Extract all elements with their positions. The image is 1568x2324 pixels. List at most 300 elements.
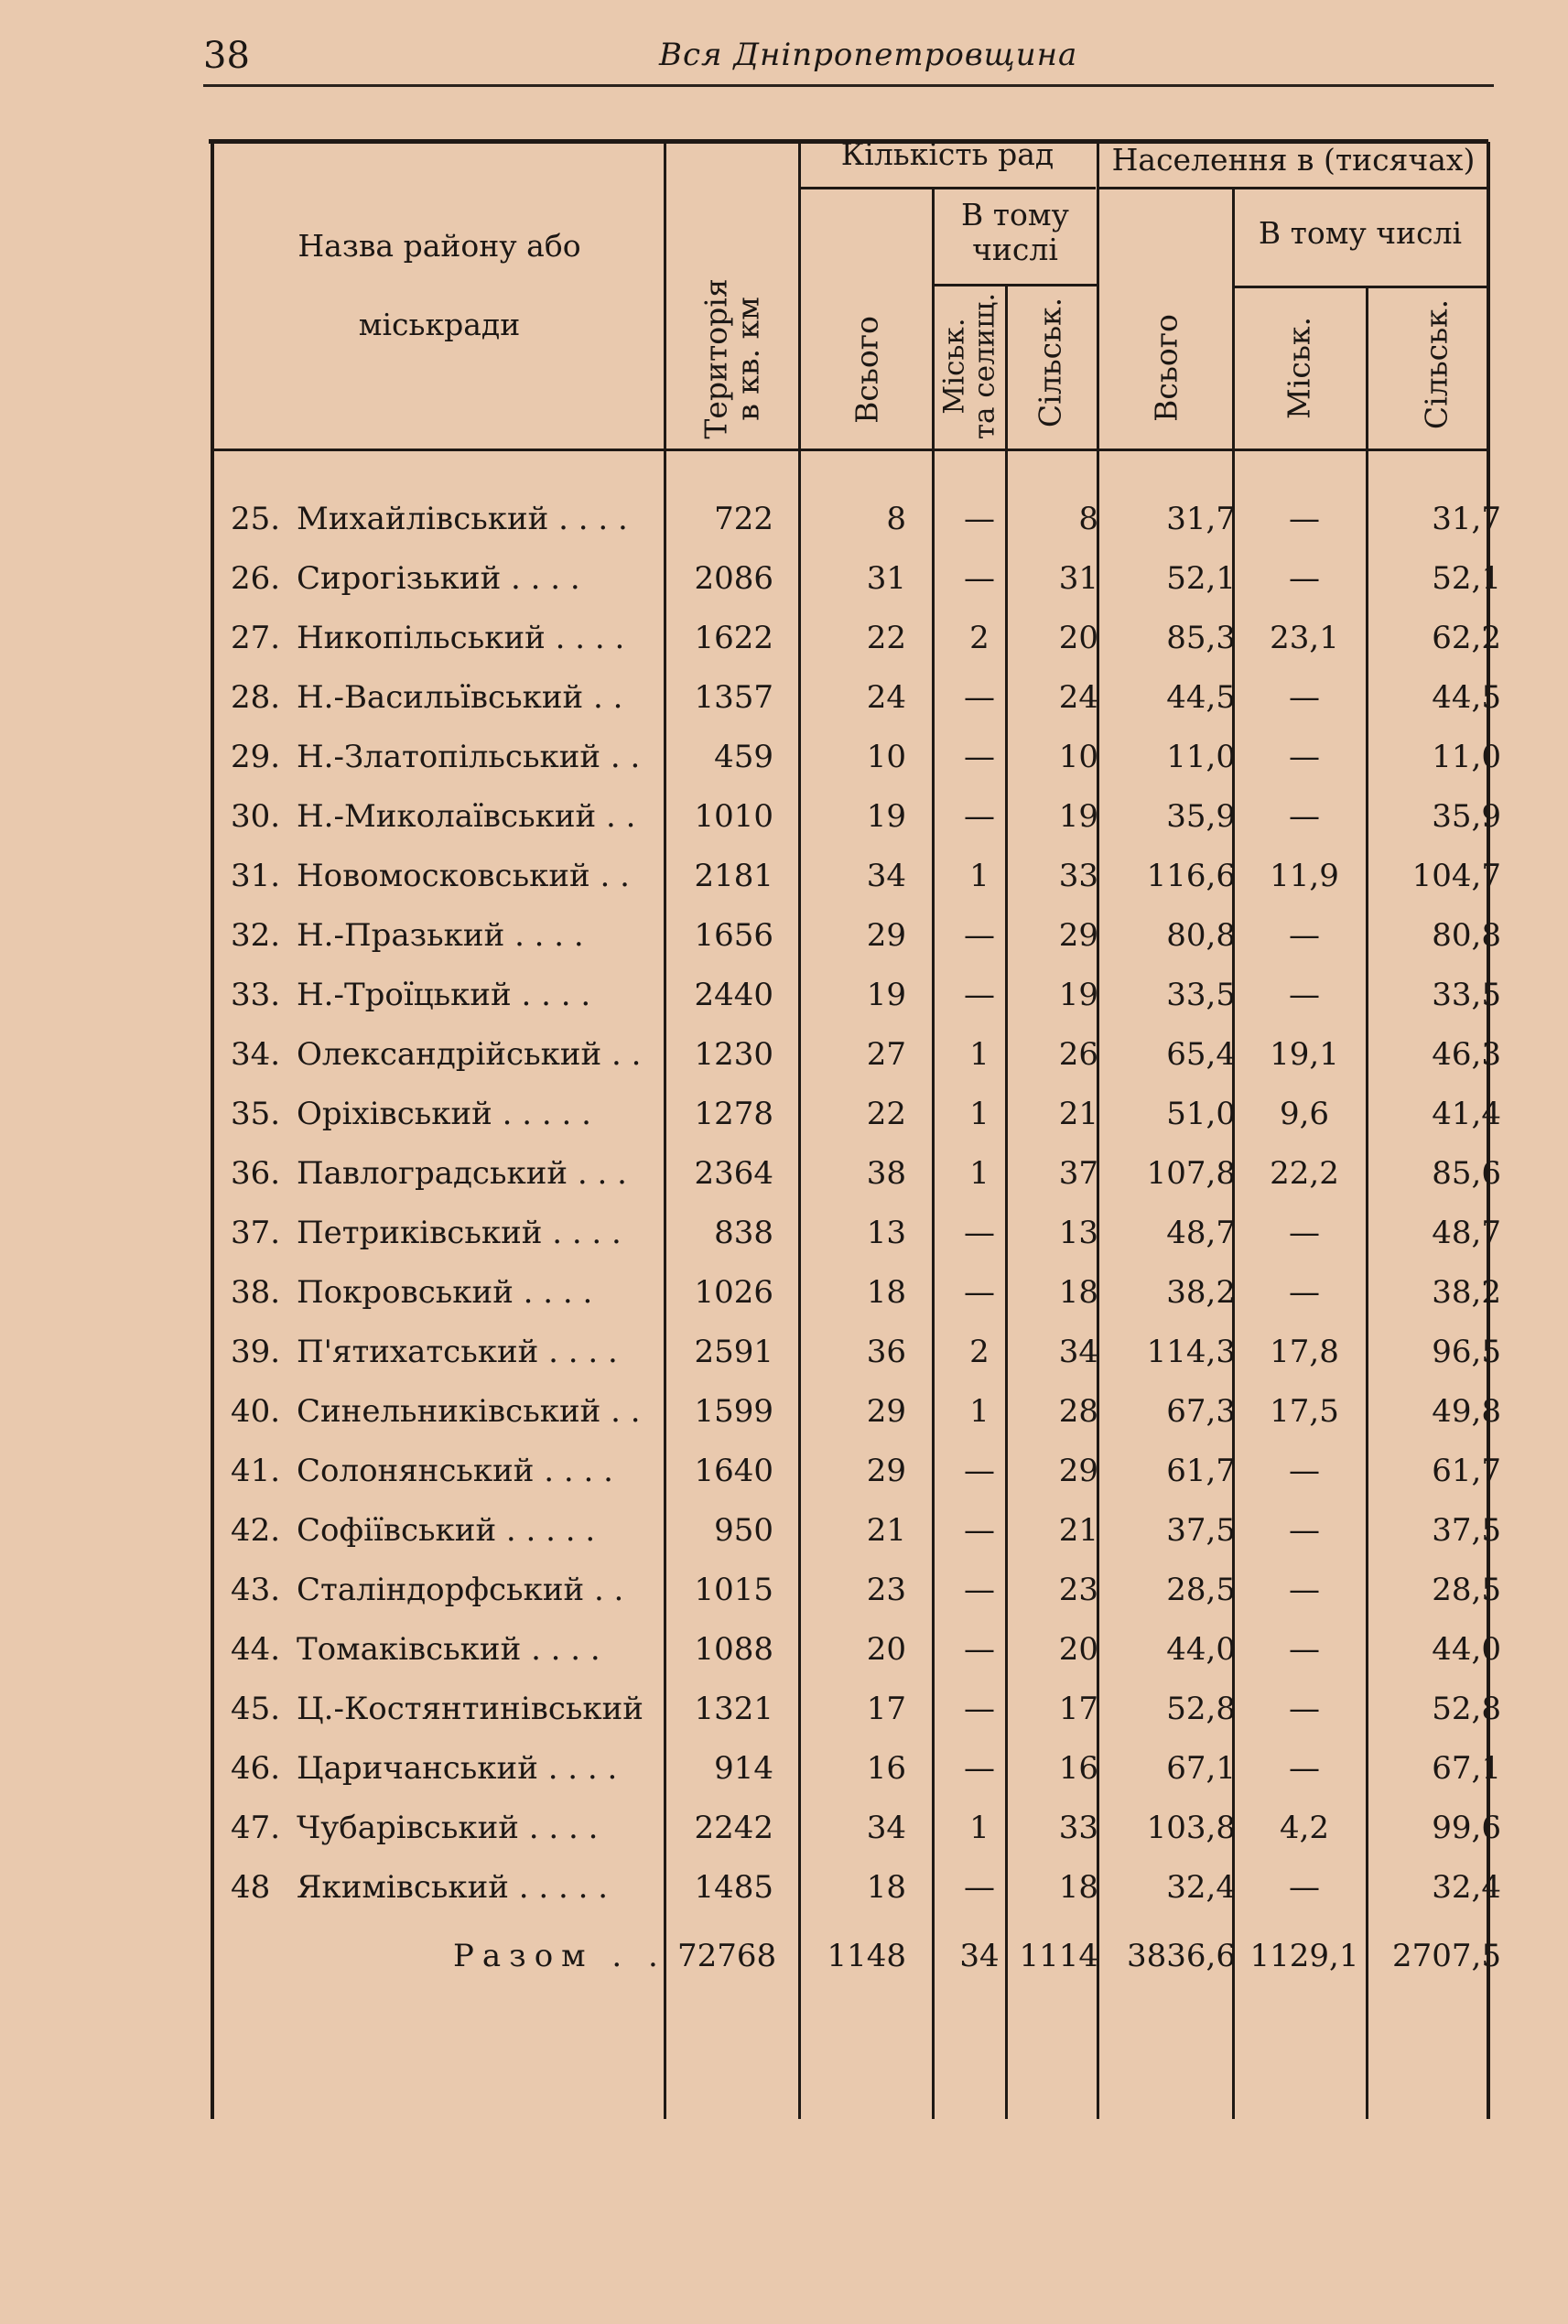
row-number: 40. [231, 1393, 281, 1430]
table-row [0, 787, 1568, 847]
councils-rural-cell: 33 [1058, 858, 1098, 894]
district-name-cell [231, 847, 661, 906]
councils-total-cell: 36 [866, 1334, 906, 1370]
row-number: 36. [231, 1155, 281, 1192]
running-title: Вся Дніпропетровщина [659, 37, 1078, 73]
total-councils-total-cell: 1148 [827, 1938, 906, 1974]
header-councils-total: Всього [849, 316, 885, 424]
population-rural-cell: 49,8 [1432, 1393, 1501, 1430]
header-population-group: Населення в (тисячах) [1111, 142, 1476, 178]
population-rural-cell: 33,5 [1432, 977, 1501, 1013]
population-urban-cell: — [1289, 1631, 1320, 1668]
area-cell: 722 [714, 501, 773, 537]
row-number: 37. [231, 1215, 281, 1251]
population-rural-cell: 52,1 [1432, 560, 1501, 597]
table-row [0, 1204, 1568, 1263]
header-population-rural: Сільськ. [1418, 298, 1454, 430]
population-total-cell: 52,1 [1166, 560, 1236, 597]
table-row [0, 728, 1568, 787]
district-name-cell [231, 1680, 661, 1739]
councils-urban-cell: — [964, 977, 995, 1013]
population-urban-cell: — [1289, 560, 1320, 597]
councils-urban-cell: 2 [969, 1334, 989, 1370]
councils-rural-cell: 33 [1058, 1810, 1098, 1846]
population-group-rule [1098, 187, 1488, 189]
councils-rural-cell: 21 [1058, 1512, 1098, 1549]
population-total-cell: 52,8 [1166, 1691, 1236, 1727]
total-population-total-cell: 3836,6 [1127, 1938, 1236, 1974]
councils-total-cell: 17 [866, 1691, 906, 1727]
population-urban-cell: — [1289, 501, 1320, 537]
population-total-cell: 67,3 [1166, 1393, 1236, 1430]
councils-urban-cell: — [964, 1274, 995, 1311]
total-row [0, 1927, 1568, 1986]
population-rural-cell: 52,8 [1432, 1691, 1501, 1727]
population-urban-cell: 22,2 [1270, 1155, 1339, 1192]
population-urban-cell: — [1289, 739, 1320, 775]
councils-group-rule [798, 187, 1096, 189]
area-cell: 1321 [694, 1691, 773, 1727]
table-row [0, 1382, 1568, 1442]
table-row [0, 1085, 1568, 1144]
district-name: Томаківський . . . . [297, 1631, 600, 1668]
header-councils-group: Кількість рад [840, 136, 1054, 172]
district-name-cell [231, 668, 661, 728]
population-urban-cell: — [1289, 1512, 1320, 1549]
councils-total-cell: 27 [866, 1036, 906, 1073]
councils-total-cell: 18 [866, 1869, 906, 1906]
total-councils-urban-cell: 34 [959, 1938, 1000, 1974]
councils-rural-cell: 31 [1058, 560, 1098, 597]
table-row [0, 1620, 1568, 1680]
population-total-cell: 37,5 [1166, 1512, 1236, 1549]
population-rural-cell: 62,2 [1432, 620, 1501, 656]
header-population-incl: В тому числі [1258, 215, 1463, 251]
population-urban-cell: 23,1 [1270, 620, 1339, 656]
councils-rural-cell: 29 [1058, 1453, 1098, 1489]
table-row [0, 1442, 1568, 1501]
population-urban-cell: — [1289, 1691, 1320, 1727]
row-number: 44. [231, 1631, 281, 1668]
councils-total-cell: 22 [866, 1096, 906, 1132]
row-number: 34. [231, 1036, 281, 1073]
councils-total-cell: 24 [866, 679, 906, 716]
table-row [0, 1799, 1568, 1858]
population-rural-cell: 38,2 [1432, 1274, 1501, 1311]
district-name-cell [231, 1204, 661, 1263]
row-number: 31. [231, 858, 281, 894]
district-name: Якимівський . . . . . [297, 1869, 609, 1906]
header-councils-incl-line1: В тому [961, 197, 1069, 232]
district-name: Н.-Троїцький . . . . [297, 977, 591, 1013]
population-rural-cell: 96,5 [1432, 1334, 1501, 1370]
population-urban-cell: — [1289, 1274, 1320, 1311]
councils-total-cell: 19 [866, 977, 906, 1013]
population-rural-cell: 67,1 [1432, 1750, 1501, 1787]
councils-rural-cell: 37 [1058, 1155, 1098, 1192]
header-councils-urban [939, 293, 999, 439]
population-total-cell: 11,0 [1166, 739, 1236, 775]
row-number: 27. [231, 620, 281, 656]
header-population-total: Всього [1148, 314, 1184, 422]
area-cell: 459 [714, 739, 773, 775]
councils-urban-cell: — [964, 1215, 995, 1251]
district-name-cell [231, 1501, 661, 1561]
area-cell: 1026 [694, 1274, 773, 1311]
population-rural-cell: 48,7 [1432, 1215, 1501, 1251]
district-name-cell [231, 1620, 661, 1680]
area-cell: 1640 [694, 1453, 773, 1489]
population-rural-cell: 35,9 [1432, 798, 1501, 835]
table-row [0, 1323, 1568, 1382]
area-cell: 2086 [694, 560, 773, 597]
population-total-cell: 67,1 [1166, 1750, 1236, 1787]
table-row [0, 1501, 1568, 1561]
table-row [0, 966, 1568, 1025]
row-number: 30. [231, 798, 281, 835]
row-number: 41. [231, 1453, 281, 1489]
district-name: Чубарівський . . . . [297, 1810, 599, 1846]
population-urban-cell: 4,2 [1279, 1810, 1330, 1846]
councils-total-cell: 29 [866, 1393, 906, 1430]
header-territory-line2: в кв. км [730, 297, 765, 421]
row-number: 28. [231, 679, 281, 716]
councils-rural-cell: 26 [1058, 1036, 1098, 1073]
district-name-cell [231, 1799, 661, 1858]
councils-urban-cell: 1 [969, 1393, 989, 1430]
councils-rural-cell: 10 [1058, 739, 1098, 775]
councils-rural-cell: 28 [1058, 1393, 1098, 1430]
total-label: Разом . . [453, 1938, 666, 1974]
district-name: Павлоградський . . . [297, 1155, 627, 1192]
councils-urban-cell: 1 [969, 1810, 989, 1846]
district-name-cell [231, 549, 661, 609]
councils-total-cell: 18 [866, 1274, 906, 1311]
district-name-cell [231, 787, 661, 847]
councils-rural-cell: 18 [1058, 1869, 1098, 1906]
header-councils-rural: Сільськ. [1032, 297, 1068, 428]
population-total-cell: 48,7 [1166, 1215, 1236, 1251]
district-name: Покровський . . . . [297, 1274, 593, 1311]
councils-total-cell: 8 [886, 501, 906, 537]
councils-urban-cell: — [964, 1691, 995, 1727]
district-name: Сирогізький . . . . [297, 560, 580, 597]
district-name: Синельниківський . . [297, 1393, 641, 1430]
district-name: Олександрійський . . [297, 1036, 642, 1073]
district-name: Ц.-Костянтинівський [297, 1691, 643, 1727]
district-name: Оріхівський . . . . . [297, 1096, 591, 1132]
councils-rural-cell: 34 [1058, 1334, 1098, 1370]
row-number: 48 [231, 1869, 271, 1906]
councils-incl-rule [932, 284, 1097, 286]
row-number: 33. [231, 977, 281, 1013]
district-name-cell [231, 1025, 661, 1085]
councils-urban-cell: — [964, 1750, 995, 1787]
councils-rural-cell: 21 [1058, 1096, 1098, 1132]
councils-total-cell: 23 [866, 1572, 906, 1608]
header-name-line1: Назва району або [297, 228, 581, 264]
area-cell: 1230 [694, 1036, 773, 1073]
area-cell: 914 [714, 1750, 773, 1787]
area-cell: 1622 [694, 620, 773, 656]
area-cell: 2181 [694, 858, 773, 894]
councils-urban-cell: — [964, 560, 995, 597]
councils-total-cell: 34 [866, 858, 906, 894]
population-total-cell: 61,7 [1166, 1453, 1236, 1489]
councils-urban-cell: — [964, 1572, 995, 1608]
row-number: 39. [231, 1334, 281, 1370]
population-urban-cell: — [1289, 1215, 1320, 1251]
councils-total-cell: 19 [866, 798, 906, 835]
row-number: 29. [231, 739, 281, 775]
population-urban-cell: 17,8 [1270, 1334, 1339, 1370]
councils-total-cell: 38 [866, 1155, 906, 1192]
header-name [220, 229, 659, 342]
total-area-cell: 72768 [677, 1938, 777, 1974]
councils-urban-cell: — [964, 1869, 995, 1906]
population-total-cell: 44,5 [1166, 679, 1236, 716]
councils-rural-cell: 18 [1058, 1274, 1098, 1311]
row-number: 26. [231, 560, 281, 597]
councils-total-cell: 16 [866, 1750, 906, 1787]
district-name-cell [231, 728, 661, 787]
area-cell: 1015 [694, 1572, 773, 1608]
councils-urban-cell: — [964, 917, 995, 954]
population-rural-cell: 11,0 [1432, 739, 1501, 775]
area-cell: 1278 [694, 1096, 773, 1132]
councils-total-cell: 29 [866, 1453, 906, 1489]
row-number: 38. [231, 1274, 281, 1311]
population-total-cell: 31,7 [1166, 501, 1236, 537]
district-name-cell [231, 1561, 661, 1620]
district-name: Новомосковський . . [297, 858, 630, 894]
councils-urban-cell: — [964, 1631, 995, 1668]
councils-rural-cell: 19 [1058, 798, 1098, 835]
district-name-cell [231, 490, 661, 549]
area-cell: 1485 [694, 1869, 773, 1906]
population-total-cell: 114,3 [1146, 1334, 1236, 1370]
area-cell: 2364 [694, 1155, 773, 1192]
population-urban-cell: 19,1 [1270, 1036, 1339, 1073]
district-name: Н.-Васильївський . . [297, 679, 623, 716]
population-total-cell: 32,4 [1166, 1869, 1236, 1906]
councils-rural-cell: 23 [1058, 1572, 1098, 1608]
population-total-cell: 44,0 [1166, 1631, 1236, 1668]
header-councils-urban-line1: Міськ. [937, 318, 971, 415]
district-name: Софіївський . . . . . [297, 1512, 596, 1549]
population-urban-cell: 17,5 [1270, 1393, 1339, 1430]
councils-urban-cell: — [964, 1453, 995, 1489]
district-name: Н.-Празький . . . . [297, 917, 584, 954]
population-rural-cell: 80,8 [1432, 917, 1501, 954]
area-cell: 1656 [694, 917, 773, 954]
population-total-cell: 35,9 [1166, 798, 1236, 835]
area-cell: 1599 [694, 1393, 773, 1430]
header-name-line2: міськради [358, 306, 521, 342]
population-urban-cell: — [1289, 1572, 1320, 1608]
population-urban-cell: — [1289, 798, 1320, 835]
district-name: Солонянський . . . . [297, 1453, 613, 1489]
councils-rural-cell: 8 [1078, 501, 1098, 537]
district-name-cell [231, 966, 661, 1025]
population-total-cell: 107,8 [1146, 1155, 1236, 1192]
row-number: 32. [231, 917, 281, 954]
population-urban-cell: 9,6 [1279, 1096, 1330, 1132]
population-rural-cell: 41,4 [1432, 1096, 1501, 1132]
area-cell: 950 [714, 1512, 773, 1549]
table-row [0, 1144, 1568, 1204]
councils-urban-cell: 1 [969, 1155, 989, 1192]
area-cell: 2591 [694, 1334, 773, 1370]
population-total-cell: 80,8 [1166, 917, 1236, 954]
population-incl-rule [1232, 286, 1488, 288]
row-number: 35. [231, 1096, 281, 1132]
councils-total-cell: 21 [866, 1512, 906, 1549]
district-name: Н.-Златопільський . . [297, 739, 641, 775]
councils-total-cell: 10 [866, 739, 906, 775]
population-urban-cell: — [1289, 679, 1320, 716]
population-urban-cell: — [1289, 917, 1320, 954]
population-rural-cell: 32,4 [1432, 1869, 1501, 1906]
header-territory [697, 278, 765, 439]
councils-urban-cell: — [964, 1512, 995, 1549]
population-urban-cell: — [1289, 977, 1320, 1013]
row-number: 25. [231, 501, 281, 537]
councils-rural-cell: 29 [1058, 917, 1098, 954]
population-rural-cell: 28,5 [1432, 1572, 1501, 1608]
header-councils-incl [934, 198, 1097, 267]
councils-rural-cell: 17 [1058, 1691, 1098, 1727]
councils-urban-cell: 1 [969, 858, 989, 894]
councils-rural-cell: 19 [1058, 977, 1098, 1013]
header-population-urban: Міськ. [1281, 317, 1317, 419]
population-urban-cell: — [1289, 1869, 1320, 1906]
population-total-cell: 116,6 [1146, 858, 1236, 894]
district-name-cell [231, 1442, 661, 1501]
councils-total-cell: 20 [866, 1631, 906, 1668]
councils-rural-cell: 24 [1058, 679, 1098, 716]
district-name: Никопільський . . . . [297, 620, 625, 656]
population-rural-cell: 37,5 [1432, 1512, 1501, 1549]
district-name: Сталіндорфський . . [297, 1572, 624, 1608]
district-name-cell [231, 609, 661, 668]
district-name: Михайлівський . . . . [297, 501, 628, 537]
total-population-rural-cell: 2707,5 [1392, 1938, 1501, 1974]
councils-urban-cell: 2 [969, 620, 989, 656]
population-rural-cell: 99,6 [1432, 1810, 1501, 1846]
district-name: Петриківський . . . . [297, 1215, 622, 1251]
population-rural-cell: 61,7 [1432, 1453, 1501, 1489]
population-total-cell: 38,2 [1166, 1274, 1236, 1311]
councils-total-cell: 22 [866, 620, 906, 656]
district-name-cell [231, 1323, 661, 1382]
header-councils-urban-line2: та селищ. [968, 292, 1000, 440]
table-row [0, 490, 1568, 549]
population-total-cell: 85,3 [1166, 620, 1236, 656]
population-total-cell: 28,5 [1166, 1572, 1236, 1608]
population-rural-cell: 46,3 [1432, 1036, 1501, 1073]
councils-rural-cell: 20 [1058, 1631, 1098, 1668]
row-number: 46. [231, 1750, 281, 1787]
councils-urban-cell: — [964, 798, 995, 835]
row-number: 42. [231, 1512, 281, 1549]
councils-rural-cell: 13 [1058, 1215, 1098, 1251]
councils-rural-cell: 16 [1058, 1750, 1098, 1787]
population-rural-cell: 44,5 [1432, 679, 1501, 716]
area-cell: 2242 [694, 1810, 773, 1846]
area-cell: 838 [714, 1215, 773, 1251]
district-name-cell [231, 1739, 661, 1799]
table-row [0, 906, 1568, 966]
area-cell: 1357 [694, 679, 773, 716]
total-councils-rural-cell: 1114 [1019, 1938, 1098, 1974]
population-total-cell: 51,0 [1166, 1096, 1236, 1132]
district-name-cell [231, 1858, 661, 1918]
population-total-cell: 65,4 [1166, 1036, 1236, 1073]
councils-total-cell: 13 [866, 1215, 906, 1251]
area-cell: 1088 [694, 1631, 773, 1668]
councils-urban-cell: 1 [969, 1036, 989, 1073]
area-cell: 2440 [694, 977, 773, 1013]
population-total-cell: 33,5 [1166, 977, 1236, 1013]
header-territory-line1: Територія [697, 278, 734, 439]
councils-total-cell: 29 [866, 917, 906, 954]
table-row [0, 1680, 1568, 1739]
table-row [0, 549, 1568, 609]
district-name-cell [231, 1144, 661, 1204]
table-row [0, 668, 1568, 728]
population-total-cell: 103,8 [1146, 1810, 1236, 1846]
district-name: Н.-Миколаївський . . [297, 798, 636, 835]
district-name-cell [231, 1263, 661, 1323]
district-name-cell [231, 1382, 661, 1442]
population-urban-cell: — [1289, 1750, 1320, 1787]
councils-total-cell: 34 [866, 1810, 906, 1846]
councils-urban-cell: 1 [969, 1096, 989, 1132]
total-population-urban-cell: 1129,1 [1249, 1938, 1359, 1974]
row-number: 45. [231, 1691, 281, 1727]
population-urban-cell: — [1289, 1453, 1320, 1489]
table-row [0, 1025, 1568, 1085]
district-name-cell [231, 1085, 661, 1144]
population-rural-cell: 104,7 [1411, 858, 1501, 894]
councils-urban-cell: — [964, 739, 995, 775]
table-row [0, 1561, 1568, 1620]
councils-urban-cell: — [964, 679, 995, 716]
councils-total-cell: 31 [866, 560, 906, 597]
population-rural-cell: 31,7 [1432, 501, 1501, 537]
table-row [0, 1739, 1568, 1799]
councils-urban-cell: — [964, 501, 995, 537]
district-name: П'ятихатський . . . . [297, 1334, 618, 1370]
table-row [0, 609, 1568, 668]
population-rural-cell: 85,6 [1432, 1155, 1501, 1192]
table-row [0, 1858, 1568, 1918]
header-bottom-rule [212, 449, 1488, 451]
population-urban-cell: 11,9 [1270, 858, 1339, 894]
district-name: Царичанський . . . . [297, 1750, 618, 1787]
table-row [0, 1263, 1568, 1323]
row-number: 47. [231, 1810, 281, 1846]
population-rural-cell: 44,0 [1432, 1631, 1501, 1668]
table-row [0, 847, 1568, 906]
row-number: 43. [231, 1572, 281, 1608]
district-name-cell [231, 906, 661, 966]
area-cell: 1010 [694, 798, 773, 835]
councils-rural-cell: 20 [1058, 620, 1098, 656]
page-number: 38 [203, 35, 250, 77]
header-councils-incl-line2: числі [972, 231, 1058, 267]
